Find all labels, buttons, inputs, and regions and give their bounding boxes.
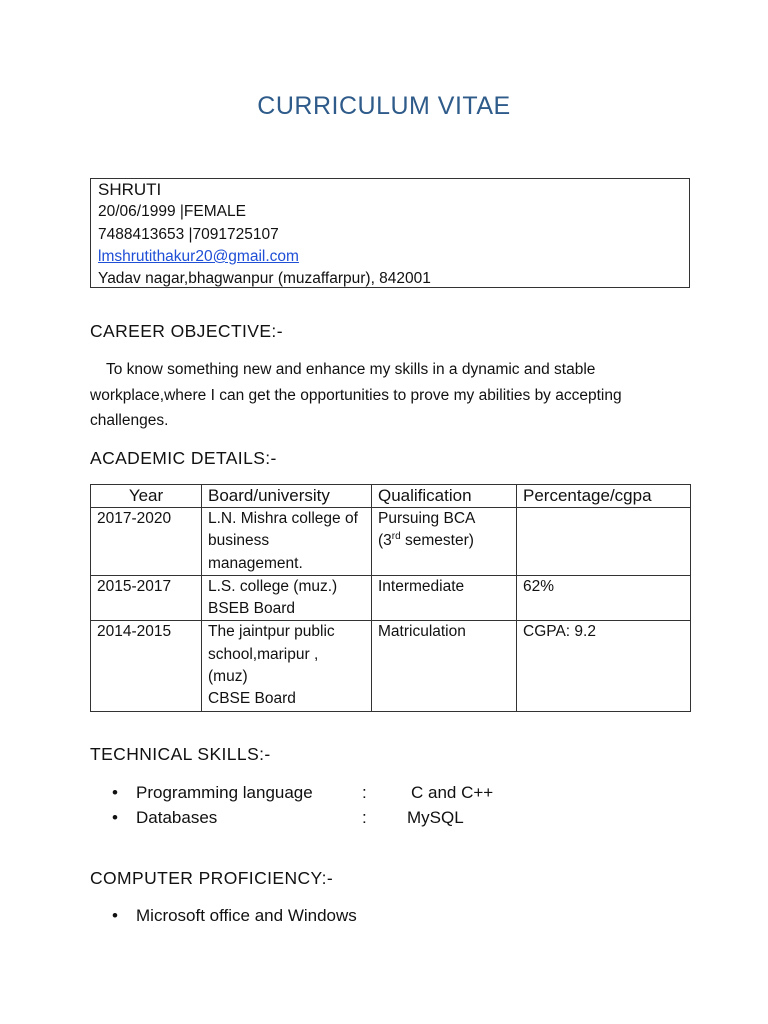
address: Yadav nagar,bhagwanpur (muzaffarpur), 842001: [98, 270, 431, 288]
computer-proficiency-heading: COMPUTER PROFICIENCY:-: [90, 868, 334, 888]
cell-qualification: Matriculation: [372, 621, 517, 711]
career-objective-text: [90, 357, 690, 434]
dob-gender: 20/06/1999 |FEMALE: [98, 203, 246, 221]
list-item: [112, 903, 512, 928]
board-line: The jaintpur public: [208, 623, 335, 641]
personal-info-box: [90, 178, 690, 288]
proficiency-label: Microsoft office and Windows: [136, 906, 357, 925]
phone-numbers: 7488413653 |7091725107: [98, 225, 279, 243]
technical-skills-list: [112, 780, 672, 830]
cell-percentage: [517, 508, 691, 576]
skill-value: C and C++: [411, 783, 494, 802]
table-row: [91, 621, 691, 711]
email-link[interactable]: lmshrutithakur20@gmail.com: [98, 247, 299, 265]
board-line: (muz): [208, 668, 248, 686]
qualification-line: Pursuing BCA: [378, 510, 476, 527]
bullet-icon: •: [112, 808, 118, 827]
candidate-name: SHRUTI: [98, 180, 162, 199]
column-header-percentage: Percentage/cgpa: [517, 485, 691, 508]
column-header-board: Board/university: [202, 485, 372, 508]
qualification-line: (3rd semester): [378, 531, 474, 550]
skill-label: Programming language: [136, 783, 313, 802]
skill-label: Databases: [136, 808, 218, 827]
skill-separator: :: [362, 783, 367, 802]
cell-board: [202, 621, 372, 711]
table-row: [91, 575, 691, 621]
board-line: school,maripur ,: [208, 645, 319, 663]
board-line: L.N. Mishra college of: [208, 510, 358, 527]
bullet-icon: •: [112, 906, 118, 925]
bullet-icon: •: [112, 783, 118, 802]
cell-board: [202, 508, 372, 576]
academic-details-heading: ACADEMIC DETAILS:-: [90, 448, 277, 468]
column-header-qualification: Qualification: [372, 485, 517, 508]
board-line: business: [208, 532, 270, 550]
list-item: [112, 805, 672, 830]
computer-proficiency-list: [112, 903, 512, 928]
skill-separator: :: [362, 808, 367, 827]
table-row: [91, 508, 691, 576]
career-objective-heading: CAREER OBJECTIVE:-: [90, 321, 283, 341]
cell-qualification: [372, 508, 517, 576]
board-line: L.S. college (muz.): [208, 577, 338, 595]
cell-year: 2014-2015: [91, 621, 202, 711]
career-text-line-3: challenges.: [90, 412, 169, 429]
career-text-line-2: workplace,where I can get the opportunities to prove my abilities by accepting: [90, 386, 622, 404]
academic-table: [90, 484, 691, 712]
cell-year: 2017-2020: [91, 508, 202, 576]
skill-value: MySQL: [407, 808, 464, 827]
cell-percentage: 62%: [517, 575, 691, 621]
document-title: CURRICULUM VITAE: [257, 92, 511, 120]
career-text-line-1: To know something new and enhance my skills in a dynamic and stable: [106, 361, 596, 378]
technical-skills-heading: TECHNICAL SKILLS:-: [90, 744, 271, 764]
board-line: management.: [208, 554, 303, 572]
column-header-year: Year: [91, 485, 202, 508]
cell-percentage: CGPA: 9.2: [517, 621, 691, 711]
cell-year: 2015-2017: [91, 575, 202, 621]
list-item: [112, 780, 672, 805]
cell-board: [202, 575, 372, 621]
board-line: CBSE Board: [208, 690, 296, 708]
board-line: BSEB Board: [208, 600, 296, 618]
table-header-row: [91, 485, 691, 508]
cell-qualification: Intermediate: [372, 575, 517, 621]
